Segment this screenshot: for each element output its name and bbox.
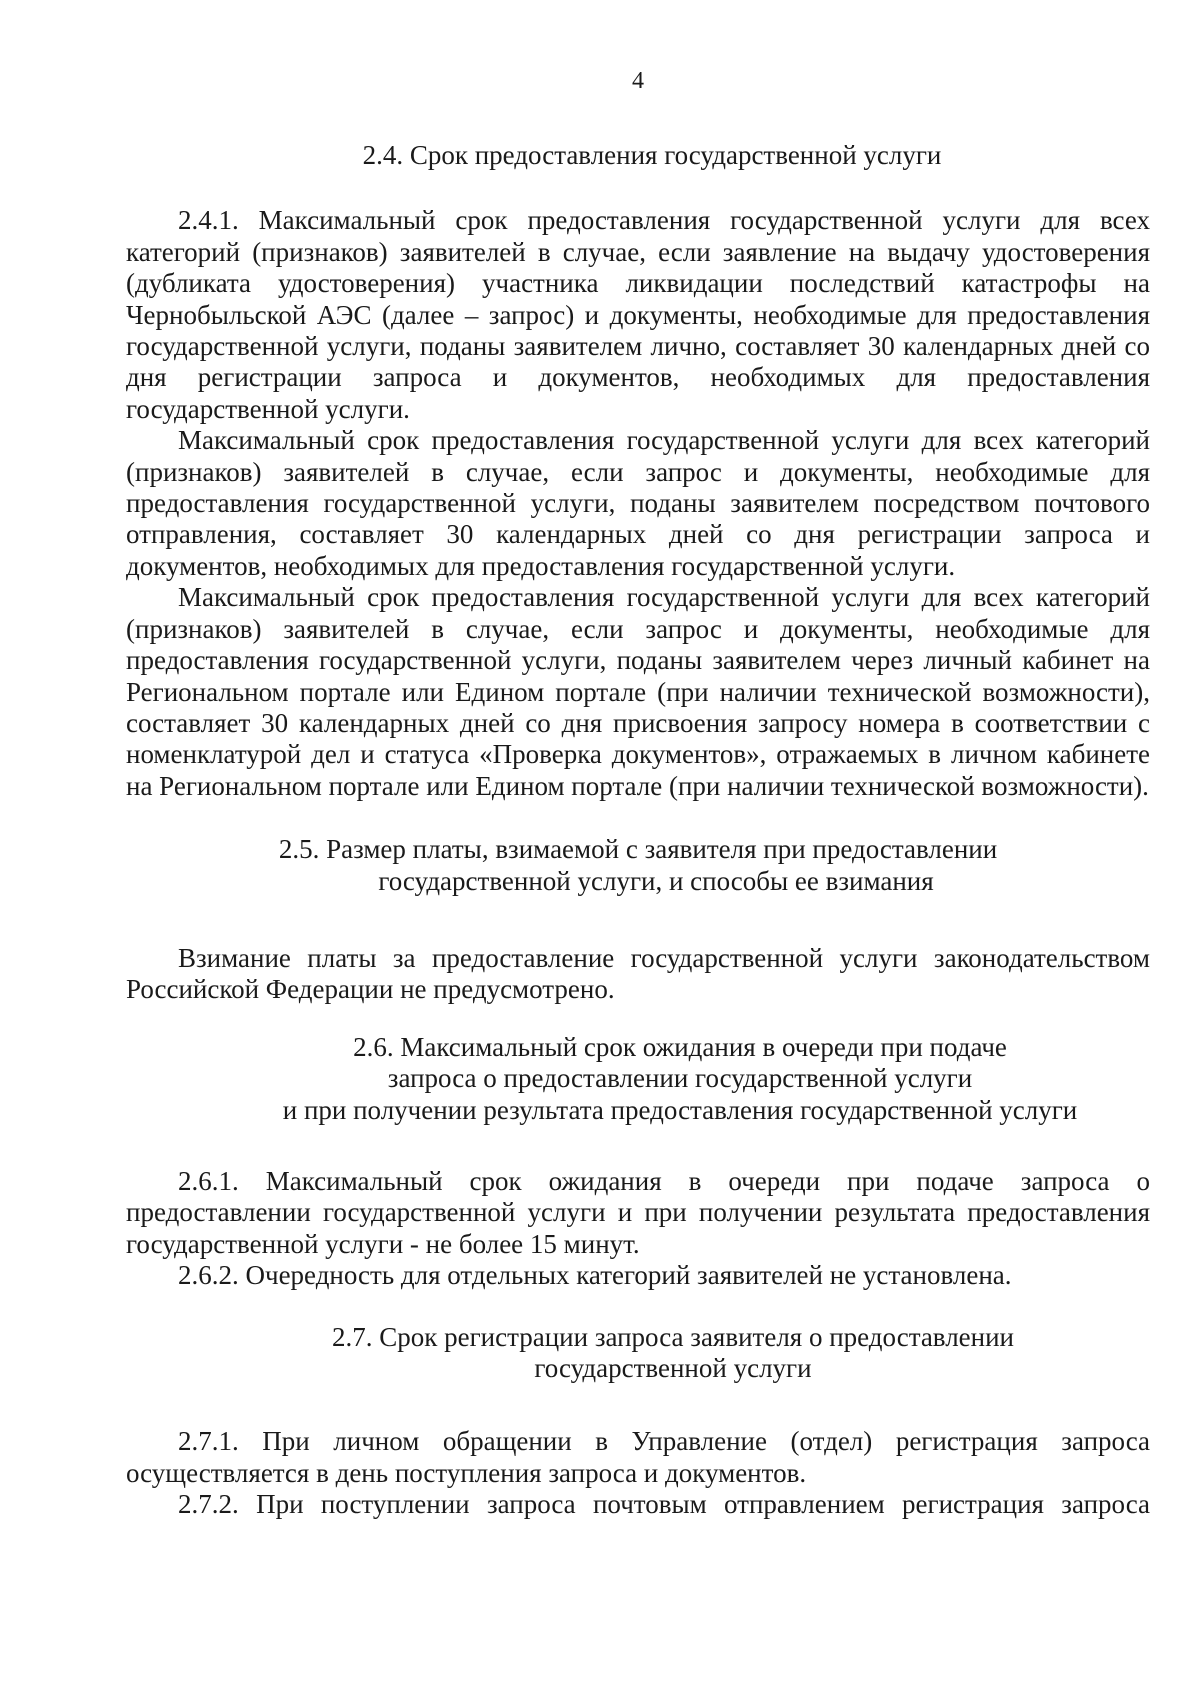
paragraph-2-5: Взимание платы за предоставление государственной услуги законодательством Российской Федерации не предусмотрено. [126,942,1150,1005]
heading-line: государственной услуги [534,1353,812,1383]
paragraph-2-6-1: 2.6.1. Максимальный срок ожидания в очереди при подаче запроса о предоставлении государственной услуги и при получении результата предоставления государственной услуги - не более 15 минут. [126,1165,1150,1259]
heading-line: 2.5. Размер платы, взимаемой с заявителя при предоставлении [278,834,998,865]
paragraph-2-4-postal: Максимальный срок предоставления государственной услуги для всех категорий (признаков) заявителей в случае, если запрос и документы, необходимые для предоставления государственной услуги, поданы заявителем посредством почтового отправления, составляет 30 календарных дней со дня регистрации запроса и документов, необходимых для предоставления государственной услуги. [126,425,1150,581]
heading-line: запроса о предоставлении государственной услуги [387,1063,973,1094]
page-number: 4 [632,68,644,94]
section-heading-2-4 [126,140,1150,171]
section-heading-2-6 [126,1032,1150,1126]
document-body [126,140,1150,1521]
heading-line: 2.7. Срок регистрации запроса заявителя о предоставлении [331,1321,1014,1352]
paragraph-2-7-2: 2.7.2. При поступлении запроса почтовым отправлением регистрация запроса [178,1489,1150,1520]
section-heading-2-5 [126,834,1150,897]
heading-line: 2.4. Срок предоставления государственной услуги [362,140,942,170]
paragraph-2-6-2: 2.6.2. Очередность для отдельных категорий заявителей не установлена. [178,1260,1012,1291]
paragraph-2-4-1: 2.4.1. Максимальный срок предоставления государственной услуги для всех категорий (признаков) заявителей в случае, если заявление на выдачу удостоверения (дубликата удостоверения) участника ликвидации последствий катастрофы на Чернобыльской АЭС (далее – запрос) и документы, необходимые для предоставления государственной услуги, поданы заявителем лично, составляет 30 календарных дней со дня регистрации запроса и документов, необходимых для предоставления государственной услуги. [126,205,1150,424]
heading-line: и при получении результата предоставления государственной услуги [282,1094,1078,1125]
heading-line: 2.6. Максимальный срок ожидания в очереди при подаче [353,1031,1007,1062]
section-heading-2-7 [126,1322,1150,1385]
heading-line: государственной услуги, и способы ее взимания [378,865,934,896]
paragraph-2-7-1: 2.7.1. При личном обращении в Управление (отдел) регистрация запроса осуществляется в день поступления запроса и документов. [126,1426,1150,1488]
paragraph-2-4-portal: Максимальный срок предоставления государственной услуги для всех категорий (признаков) заявителей в случае, если запрос и документы, необходимые для предоставления государственной услуги, поданы заявителем через личный кабинет на Региональном портале или Едином портале (при наличии технической возможности), составляет 30 календарных дней со дня присвоения запросу номера в соответствии с номенклатурой дел и статуса «Проверка документов», отражаемых в личном кабинете на Региональном портале или Едином портале (при наличии технической возможности). [126,582,1150,801]
